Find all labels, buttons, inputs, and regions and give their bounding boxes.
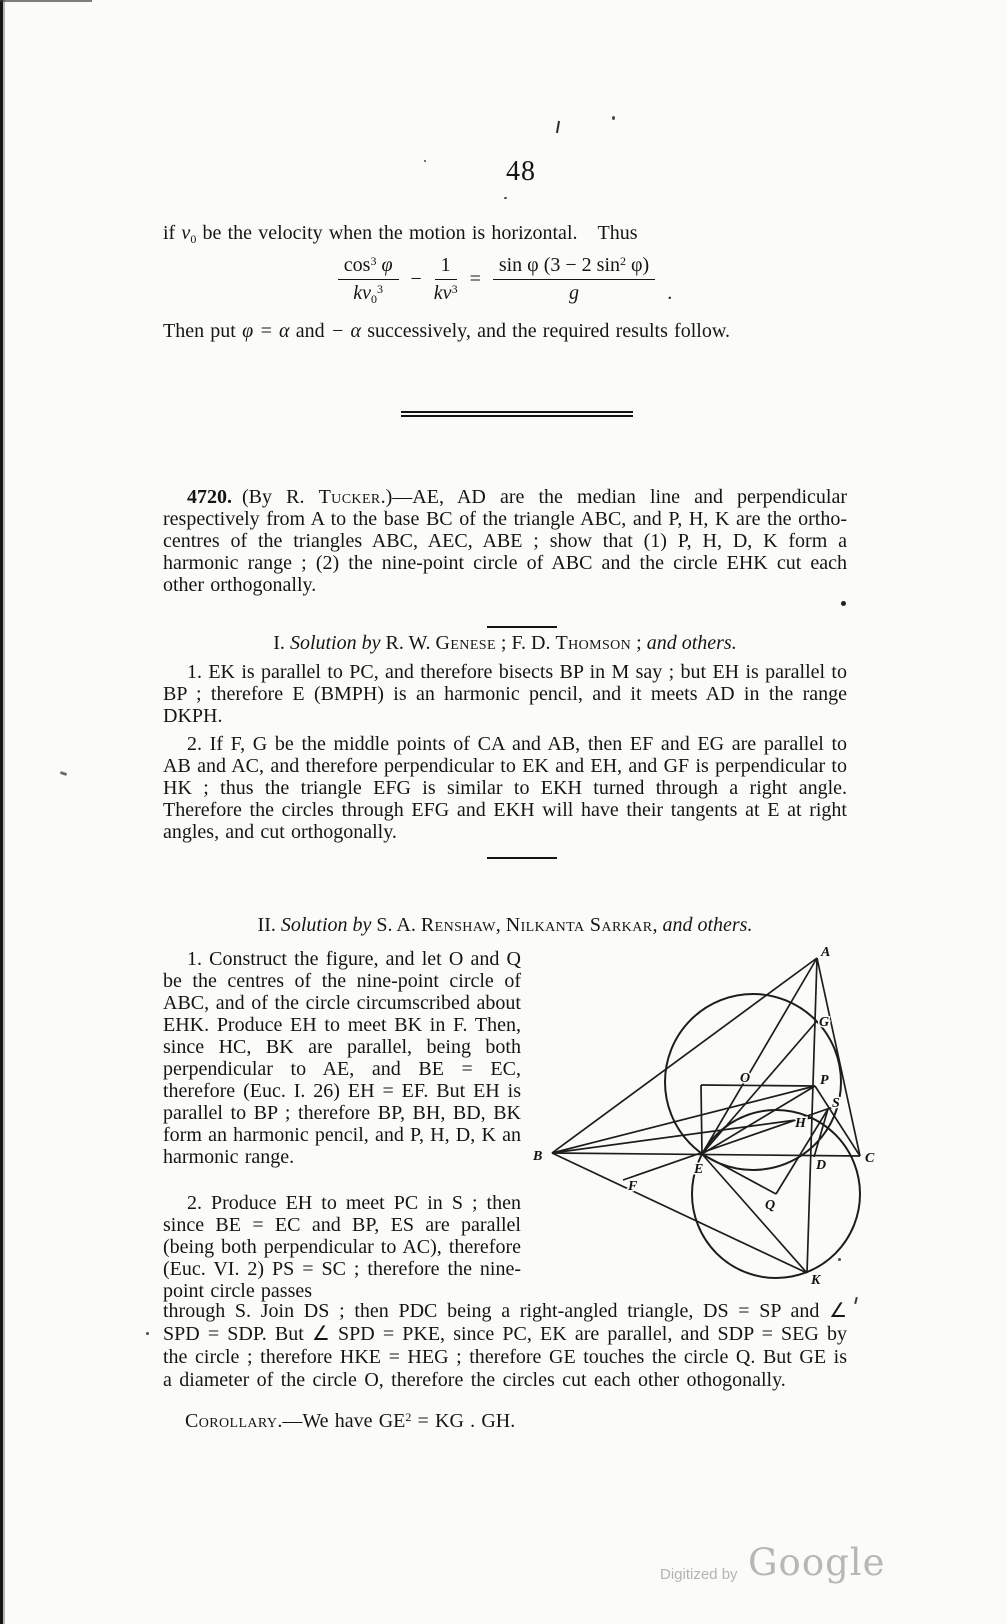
fraction-numerator: 1 bbox=[435, 254, 457, 280]
figure-label-C: C bbox=[865, 1151, 875, 1166]
fraction-denominator: $kv_0^3$ bbox=[353, 282, 384, 306]
figure-label-A: A bbox=[821, 945, 831, 960]
solver-name: Thomson bbox=[555, 632, 632, 654]
section-double-rule bbox=[401, 411, 633, 417]
solution2-heading bbox=[163, 914, 847, 937]
fraction-denominator: $kv^3$ bbox=[433, 282, 458, 304]
fraction-rhs bbox=[493, 254, 655, 305]
velocity-symbol: v bbox=[181, 222, 191, 244]
corollary-exponent: 2 bbox=[405, 1410, 412, 1424]
separator: , bbox=[495, 914, 506, 936]
problem-number: 4720. bbox=[187, 486, 232, 508]
solver-name: Renshaw bbox=[420, 914, 496, 936]
figure-label-Q: Q bbox=[765, 1198, 776, 1213]
corollary-text: = KG . GH. bbox=[411, 1410, 516, 1432]
solution2-wide-para: through S. Join DS ; then PDC being a right-angled triangle, DS = SP and ∠ SPD = SDP. But ∠ SPD = PKE, since PC, EK are parallel, and SDP = SEG by the circle ; therefore HKE = HEG ; therefore GE touches the circle Q. But GE is a diameter of the circle O, therefore the circles cut each other othogonally. bbox=[163, 1300, 847, 1391]
velocity-subscript: 0 bbox=[190, 232, 197, 246]
watermark bbox=[660, 1566, 738, 1584]
proposer-name: Tucker bbox=[318, 486, 381, 508]
solution-by-label: Solution by bbox=[280, 914, 372, 936]
scan-edge-top bbox=[0, 0, 92, 2]
figure-label-F: F bbox=[628, 1179, 638, 1194]
scan-speck bbox=[841, 601, 846, 606]
figure-circles bbox=[665, 994, 860, 1278]
intro-text: Then put bbox=[163, 320, 243, 342]
separator: ; bbox=[495, 632, 512, 654]
intro-text: be the velocity when the motion is horizontal. Thus bbox=[196, 222, 638, 244]
solution1-para-2: 2. If F, G be the middle points of CA and AB, then EF and EG are parallel to AB and AC, and therefore perpendicular to EK and EH, and GF is perpendicular to HK ; thus the triangle EFG is similar to EKH turned through a right angle. Therefore the circles through EFG and EKH will have their tangents at E at right angles, and cut orthogonally. bbox=[163, 733, 847, 843]
corollary-text: .—We have GE bbox=[277, 1410, 406, 1432]
equation-period: . bbox=[667, 282, 673, 304]
figure-lines bbox=[552, 958, 860, 1273]
figure-label-D: D bbox=[816, 1158, 827, 1173]
scan-speck bbox=[854, 1297, 858, 1304]
figure-label-E: E bbox=[694, 1162, 704, 1177]
minus-alpha: − α bbox=[330, 320, 362, 342]
intro-line-2 bbox=[163, 320, 847, 342]
scan-speck bbox=[504, 197, 507, 199]
scan-edge-left-shadow bbox=[3, 0, 5, 1624]
solver-name: Genese bbox=[435, 632, 496, 654]
solver-initials: F. D. bbox=[511, 632, 556, 654]
figure-label-P: P bbox=[820, 1073, 829, 1088]
scan-speck bbox=[556, 121, 560, 133]
section-rule bbox=[487, 857, 557, 859]
separator: ; bbox=[631, 632, 647, 654]
figure-label-G: G bbox=[819, 1015, 830, 1030]
problem-text: (By R. bbox=[232, 486, 319, 508]
solver-initials: R. W. bbox=[380, 632, 436, 654]
figure-label-O: O bbox=[740, 1071, 751, 1086]
scan-speck bbox=[146, 1332, 149, 1335]
problem-text: .)—AE, AD are the median line and perpendicular respectively from A to the base BC of the triangle ABC, and P, H, K are the ortho-centres of the triangles ABC, AEC, ABE ; show that (1) P, H, D, K form a harmonic range ; (2) the nine-point circle of ABC and the circle EHK cut each other orthogonally. bbox=[163, 486, 847, 596]
and-others-label: and others. bbox=[646, 632, 737, 654]
fraction-lhs-2 bbox=[434, 254, 458, 305]
separator: , bbox=[652, 914, 663, 936]
page-number: 48 bbox=[506, 156, 536, 187]
intro-text: and bbox=[289, 320, 331, 342]
scan-speck bbox=[60, 771, 68, 776]
figure-label-B: B bbox=[533, 1149, 543, 1164]
intro-text: successively, and the required results follow. bbox=[361, 320, 730, 342]
solution2-column-para-1: 1. Construct the figure, and let O and Q be the centres of the nine-point circle of ABC, and of the circle circumscribed about EHK. Produce EH to meet BK in F. Then, since HC, BK are parallel, being both perpendicular to AE, and BE = EC, therefore (Euc. I. 26) EH = EF. But EH is parallel to BP ; therefore BP, BH, BD, BK form an harmonic pencil, and P, H, D, K an harmonic range. bbox=[163, 948, 521, 1168]
watermark-prefix: Digitized by bbox=[660, 1566, 738, 1583]
scan-speck bbox=[612, 116, 615, 120]
solution1-heading bbox=[163, 632, 847, 655]
geometry-figure bbox=[525, 935, 881, 1291]
solution1-para-1: 1. EK is parallel to PC, and therefore bisects BP in M say ; but EH is parallel to BP ; therefore E (BMPH) is an harmonic pencil, and it meets AD in the range DKPH. bbox=[163, 661, 847, 727]
phi-alpha: φ = α bbox=[242, 320, 290, 342]
intro-line-1 bbox=[163, 222, 847, 244]
corollary-label: Corollary bbox=[185, 1410, 278, 1432]
google-logo-text: Google bbox=[748, 1541, 886, 1584]
solution-by-label: Solution by bbox=[289, 632, 381, 654]
fraction-lhs-1 bbox=[338, 254, 399, 305]
fraction-numerator: $\cos^3 \varphi$ bbox=[338, 254, 399, 280]
corollary-line bbox=[163, 1410, 847, 1432]
minus-sign: − bbox=[410, 268, 422, 290]
equals-sign: = bbox=[469, 268, 481, 290]
fraction-numerator: sin φ (3 − 2 $\sin^2 \varphi$) bbox=[493, 254, 655, 280]
equation bbox=[163, 254, 847, 305]
problem-paragraph bbox=[163, 486, 847, 596]
figure-label-H: H bbox=[795, 1116, 806, 1131]
intro-text: if bbox=[163, 222, 182, 244]
and-others-label: and others. bbox=[662, 914, 753, 936]
google-logo bbox=[748, 1541, 886, 1584]
solution-roman-numeral: II. bbox=[257, 914, 281, 936]
figure-label-S: S bbox=[832, 1096, 840, 1111]
solution2-column-para-2: 2. Produce EH to meet PC in S ; then since BE = EC and BP, ES are parallel (being both perpendicular to AC), therefore (Euc. VI. 2) PS = SC ; therefore the nine-point circle passes bbox=[163, 1192, 521, 1302]
figure-label-K: K bbox=[811, 1273, 821, 1288]
solution-roman-numeral: I. bbox=[273, 632, 290, 654]
fraction-denominator: g bbox=[569, 282, 580, 304]
section-rule bbox=[487, 626, 557, 628]
solver-name: Nilkanta Sarkar bbox=[505, 914, 653, 936]
solver-initials: S. A. bbox=[371, 914, 421, 936]
